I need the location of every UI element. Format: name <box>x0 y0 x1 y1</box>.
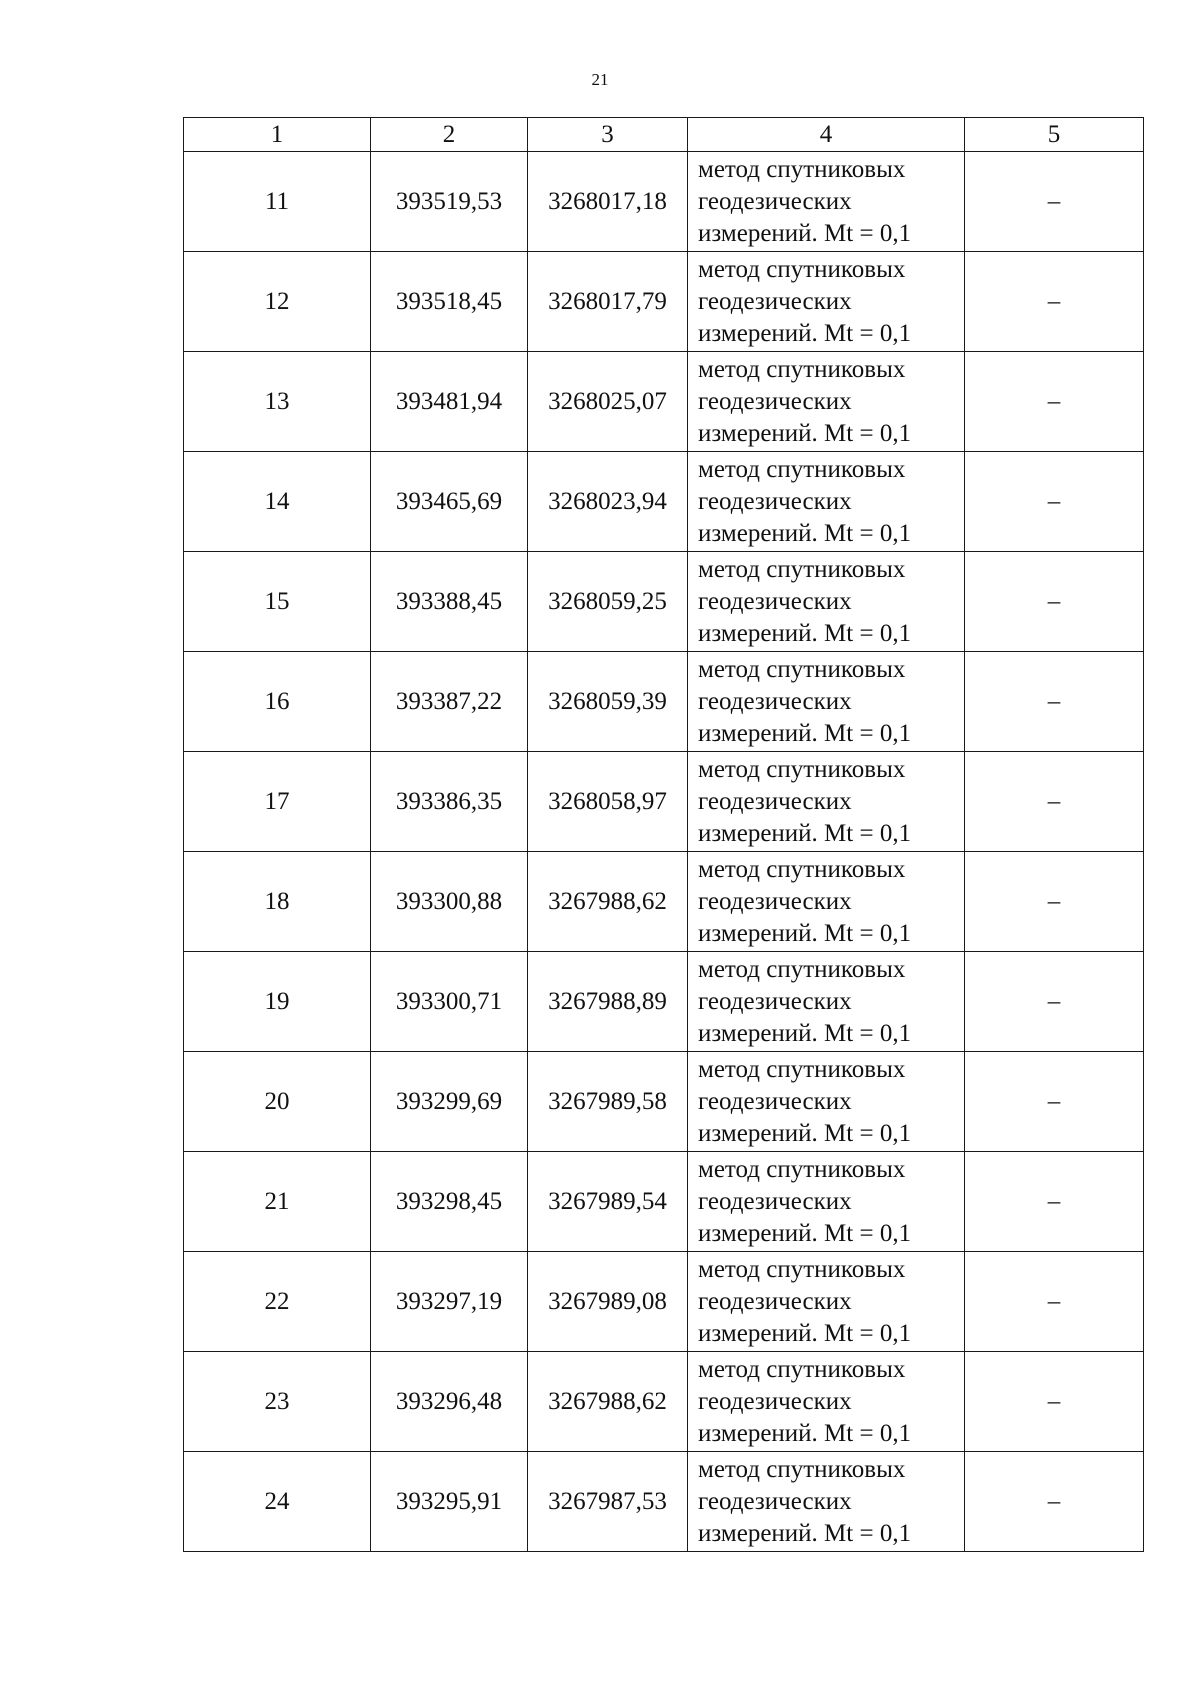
point-number-cell: 20 <box>184 1052 371 1152</box>
method-cell <box>688 452 965 552</box>
point-number-cell: 18 <box>184 852 371 952</box>
table-row <box>184 752 1144 852</box>
method-line: метод спутниковых <box>698 655 906 683</box>
coordinate-y-cell: 3268023,94 <box>528 452 688 552</box>
coordinate-x-cell: 393387,22 <box>371 652 528 752</box>
method-line: измерений. Mt = 0,1 <box>698 1319 912 1347</box>
method-line: измерений. Mt = 0,1 <box>698 519 912 547</box>
method-line: геодезических <box>698 587 852 615</box>
method-line: измерений. Mt = 0,1 <box>698 719 912 747</box>
note-cell: – <box>965 1352 1144 1452</box>
note-cell: – <box>965 952 1144 1052</box>
method-line: геодезических <box>698 787 852 815</box>
table-row <box>184 1452 1144 1552</box>
table-body <box>184 152 1144 1552</box>
method-line: метод спутниковых <box>698 1455 906 1483</box>
coordinate-y-cell: 3267989,08 <box>528 1252 688 1352</box>
table-row <box>184 152 1144 252</box>
coordinate-y-cell: 3268059,39 <box>528 652 688 752</box>
note-cell: – <box>965 552 1144 652</box>
coordinate-y-cell: 3267988,62 <box>528 852 688 952</box>
point-number-cell: 16 <box>184 652 371 752</box>
method-line: измерений. Mt = 0,1 <box>698 819 912 847</box>
coordinate-x-cell: 393298,45 <box>371 1152 528 1252</box>
method-cell <box>688 1152 965 1252</box>
point-number-cell: 11 <box>184 152 371 252</box>
note-cell: – <box>965 1252 1144 1352</box>
point-number-cell: 17 <box>184 752 371 852</box>
header-col-3: 3 <box>528 118 688 152</box>
header-col-5: 5 <box>965 118 1144 152</box>
table-row <box>184 552 1144 652</box>
note-cell: – <box>965 352 1144 452</box>
coordinate-y-cell: 3267989,54 <box>528 1152 688 1252</box>
coordinate-x-cell: 393296,48 <box>371 1352 528 1452</box>
table-row <box>184 352 1144 452</box>
coordinate-y-cell: 3267987,53 <box>528 1452 688 1552</box>
note-cell: – <box>965 652 1144 752</box>
point-number-cell: 22 <box>184 1252 371 1352</box>
coordinate-y-cell: 3268058,97 <box>528 752 688 852</box>
method-line: геодезических <box>698 1187 852 1215</box>
method-line: геодезических <box>698 1287 852 1315</box>
method-cell <box>688 852 965 952</box>
table-row <box>184 852 1144 952</box>
coordinate-x-cell: 393299,69 <box>371 1052 528 1152</box>
coordinate-x-cell: 393519,53 <box>371 152 528 252</box>
method-line: метод спутниковых <box>698 255 906 283</box>
table-row <box>184 1352 1144 1452</box>
method-line: геодезических <box>698 1487 852 1515</box>
coordinate-x-cell: 393481,94 <box>371 352 528 452</box>
coordinate-y-cell: 3268017,79 <box>528 252 688 352</box>
note-cell: – <box>965 1052 1144 1152</box>
note-cell: – <box>965 752 1144 852</box>
note-cell: – <box>965 152 1144 252</box>
method-line: метод спутниковых <box>698 555 906 583</box>
coordinate-x-cell: 393300,88 <box>371 852 528 952</box>
header-col-2: 2 <box>371 118 528 152</box>
header-col-1: 1 <box>184 118 371 152</box>
method-cell <box>688 152 965 252</box>
method-line: геодезических <box>698 687 852 715</box>
table-row <box>184 1152 1144 1252</box>
coordinate-y-cell: 3267988,89 <box>528 952 688 1052</box>
method-line: метод спутниковых <box>698 355 906 383</box>
method-line: измерений. Mt = 0,1 <box>698 419 912 447</box>
coordinate-x-cell: 393300,71 <box>371 952 528 1052</box>
method-line: измерений. Mt = 0,1 <box>698 319 912 347</box>
method-cell <box>688 652 965 752</box>
method-cell <box>688 1052 965 1152</box>
point-number-cell: 23 <box>184 1352 371 1452</box>
coordinate-y-cell: 3267988,62 <box>528 1352 688 1452</box>
coordinate-x-cell: 393295,91 <box>371 1452 528 1552</box>
method-cell <box>688 1452 965 1552</box>
method-line: метод спутниковых <box>698 1055 906 1083</box>
method-line: геодезических <box>698 1087 852 1115</box>
coordinates-table <box>183 117 1144 1552</box>
method-cell <box>688 552 965 652</box>
method-line: измерений. Mt = 0,1 <box>698 1419 912 1447</box>
coordinate-y-cell: 3268017,18 <box>528 152 688 252</box>
coordinate-x-cell: 393518,45 <box>371 252 528 352</box>
point-number-cell: 14 <box>184 452 371 552</box>
coordinate-x-cell: 393297,19 <box>371 1252 528 1352</box>
table-row <box>184 952 1144 1052</box>
point-number-cell: 13 <box>184 352 371 452</box>
point-number-cell: 12 <box>184 252 371 352</box>
point-number-cell: 15 <box>184 552 371 652</box>
method-cell <box>688 1252 965 1352</box>
table-row <box>184 252 1144 352</box>
method-line: измерений. Mt = 0,1 <box>698 619 912 647</box>
method-cell <box>688 952 965 1052</box>
coordinate-y-cell: 3267989,58 <box>528 1052 688 1152</box>
page-number: 21 <box>591 70 609 89</box>
method-line: метод спутниковых <box>698 755 906 783</box>
table-header <box>184 118 1144 152</box>
method-cell <box>688 252 965 352</box>
method-line: измерений. Mt = 0,1 <box>698 219 912 247</box>
method-line: геодезических <box>698 887 852 915</box>
method-line: геодезических <box>698 487 852 515</box>
table-row <box>184 652 1144 752</box>
method-line: геодезических <box>698 187 852 215</box>
method-line: измерений. Mt = 0,1 <box>698 919 912 947</box>
method-line: метод спутниковых <box>698 1255 906 1283</box>
method-line: геодезических <box>698 1387 852 1415</box>
note-cell: – <box>965 1452 1144 1552</box>
method-line: геодезических <box>698 287 852 315</box>
point-number-cell: 24 <box>184 1452 371 1552</box>
method-line: метод спутниковых <box>698 1355 906 1383</box>
method-line: метод спутниковых <box>698 455 906 483</box>
method-line: измерений. Mt = 0,1 <box>698 1219 912 1247</box>
method-line: измерений. Mt = 0,1 <box>698 1019 912 1047</box>
method-cell <box>688 1352 965 1452</box>
note-cell: – <box>965 1152 1144 1252</box>
note-cell: – <box>965 252 1144 352</box>
table-row <box>184 1252 1144 1352</box>
method-line: метод спутниковых <box>698 855 906 883</box>
method-line: метод спутниковых <box>698 1155 906 1183</box>
point-number-cell: 21 <box>184 1152 371 1252</box>
coordinate-y-cell: 3268025,07 <box>528 352 688 452</box>
coordinate-y-cell: 3268059,25 <box>528 552 688 652</box>
table-row <box>184 452 1144 552</box>
point-number-cell: 19 <box>184 952 371 1052</box>
method-line: геодезических <box>698 387 852 415</box>
coordinate-x-cell: 393386,35 <box>371 752 528 852</box>
header-col-4: 4 <box>688 118 965 152</box>
method-line: метод спутниковых <box>698 955 906 983</box>
coordinate-x-cell: 393465,69 <box>371 452 528 552</box>
method-cell <box>688 752 965 852</box>
coordinate-x-cell: 393388,45 <box>371 552 528 652</box>
note-cell: – <box>965 452 1144 552</box>
method-line: геодезических <box>698 987 852 1015</box>
method-line: измерений. Mt = 0,1 <box>698 1119 912 1147</box>
method-line: измерений. Mt = 0,1 <box>698 1519 912 1547</box>
method-line: метод спутниковых <box>698 155 906 183</box>
method-cell <box>688 352 965 452</box>
note-cell: – <box>965 852 1144 952</box>
table-row <box>184 1052 1144 1152</box>
header-row <box>184 118 1144 152</box>
